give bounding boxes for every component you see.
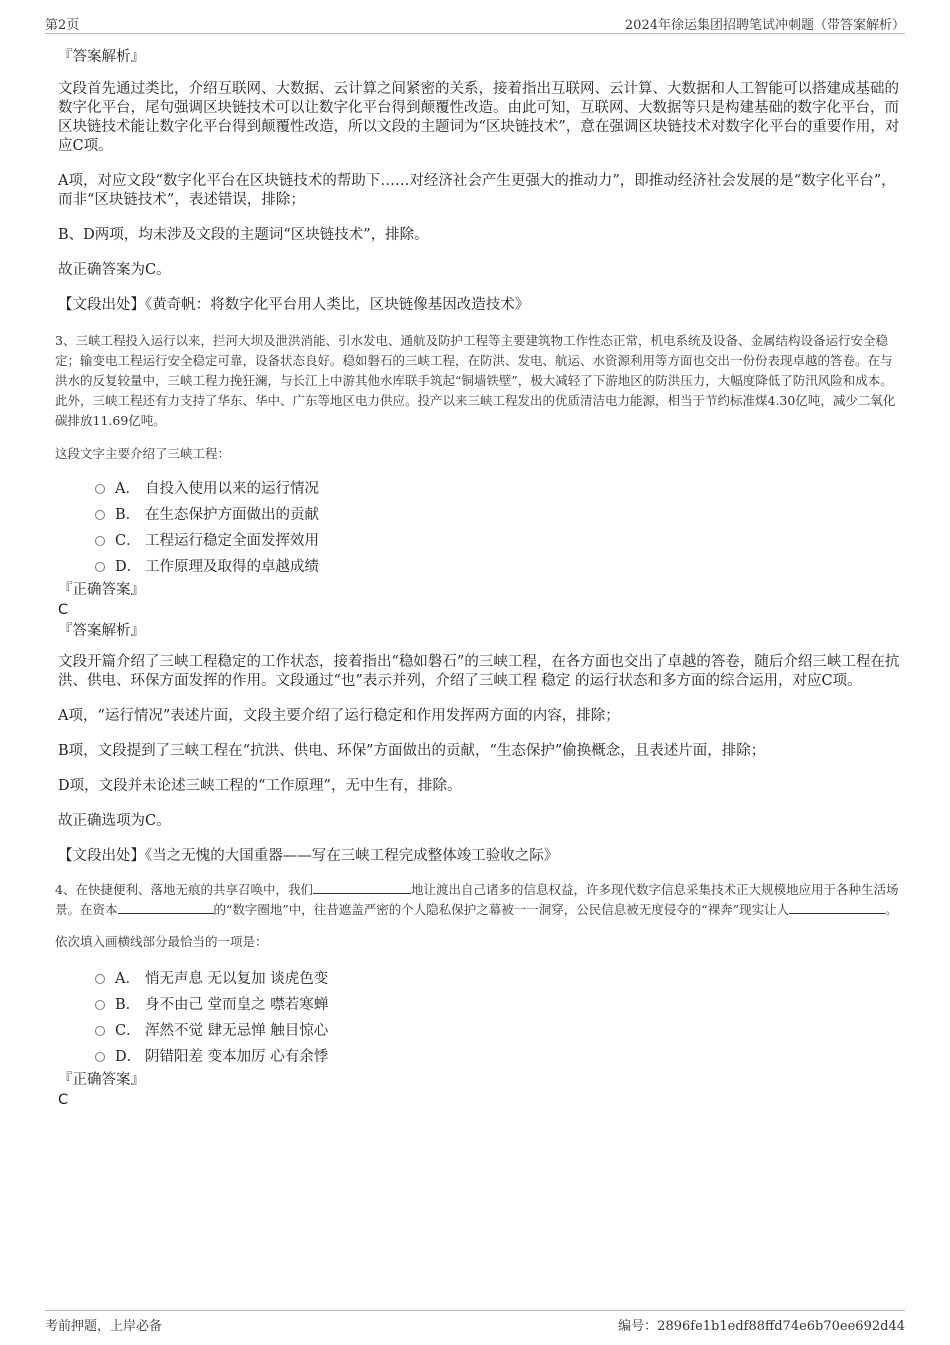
- q4-option-a[interactable]: [95, 964, 900, 990]
- q4-text-part1: 4、在快捷便利、落地无痕的共享召唤中，我们: [55, 882, 313, 897]
- option-text: 工程运行稳定全面发挥效用: [145, 532, 319, 549]
- option-letter: D．: [115, 1048, 142, 1065]
- q4-options: [95, 964, 900, 1068]
- option-text: 自投入使用以来的运行情况: [145, 480, 319, 497]
- footer-slogan: 考前押题，上岸必备: [45, 1319, 163, 1334]
- q3-analysis-p2: A项，“运行情况”表述片面，文段主要介绍了运行稳定和作用发挥两方面的内容，排除；: [58, 708, 620, 724]
- q2-analysis-label: 『答案解析』: [58, 49, 145, 65]
- q3-text: 3、三峡工程投入运行以来，拦河大坝及泄洪消能、引水发电、通航及防护工程等主要建筑物工作性态正常，机电系统及设备、金属结构设备运行安全稳定；输变电工程运行安全稳定可靠，设备状态良好。稳如磐石的三峡工程，在防洪、发电、航运、水资源利用等方面也交出一份份表现卓越的答卷。在与洪水的反复较量中，三峡工程力挽狂澜，与长江上中游其他水库联手筑起“铜墙铁壁”，极大减轻了下游地区的防洪压力，大幅度降低了防汛风险和成本。此外，三峡工程还有力支持了华东、华中、广东等地区电力供应。投产以来三峡工程发出的优质清洁电力能源，相当于节约标准煤4.30亿吨，减少二氧化碳排放11.69亿吨。: [55, 333, 896, 428]
- q3-option-c[interactable]: [95, 526, 900, 552]
- q4-text-part3: 的“数字圈地”中，往昔遮盖严密的个人隐私保护之幕被一一洞穿，公民信息被无度侵夺的“裸奔”现实让人: [213, 902, 790, 917]
- q3-analysis-p4: D项，文段并未论述三峡工程的“工作原理”，无中生有，排除。: [58, 778, 462, 794]
- q2-source: 【文段出处】《黄奇帆：将数字化平台用人类比，区块链像基因改造技术》: [58, 297, 530, 313]
- option-text: 浑然不觉 肆无忌惮 触目惊心: [145, 1022, 329, 1039]
- option-text: 悄无声息 无以复加 谈虎色变: [145, 970, 329, 987]
- q3-options: [95, 474, 900, 578]
- radio-icon[interactable]: [95, 1052, 105, 1062]
- q3-answer-label: 『正确答案』: [58, 582, 145, 598]
- q3-analysis-label: 『答案解析』: [58, 623, 145, 639]
- radio-icon[interactable]: [95, 1000, 105, 1010]
- option-text: 阴错阳差 变本加厉 心有余悸: [145, 1048, 329, 1065]
- q3-option-b[interactable]: [95, 500, 900, 526]
- option-letter: D．: [115, 558, 142, 575]
- document-id: 编号：2896fe1b1edf88ffd74e6b70ee692d44: [618, 1319, 905, 1334]
- q4-option-b[interactable]: [95, 990, 900, 1016]
- q2-analysis-p3: B、D两项，均未涉及文段的主题词“区块链技术”，排除。: [58, 227, 429, 243]
- q3-prompt: 这段文字主要介绍了三峡工程：: [55, 446, 231, 461]
- q4-answer-label: 『正确答案』: [58, 1072, 145, 1088]
- q2-analysis-p2: A项，对应文段“数字化平台在区块链技术的帮助下……对经济社会产生更强大的推动力”，即推动经济社会发展的是“数字化平台”，而非“区块链技术”，表述错误，排除；: [58, 173, 896, 208]
- option-letter: A．: [115, 970, 140, 987]
- q4-text-part2: 地让渡出自己诸多的信息权益，许多现代数字信息采集技术正大规模地应用于各种生活场景。在资本: [55, 882, 899, 917]
- fill-blank-3[interactable]: [789, 902, 885, 914]
- q3-option-a[interactable]: [95, 474, 900, 500]
- page-footer: [45, 1310, 905, 1334]
- q3-analysis-p3: B项，文段提到了三峡工程在“抗洪、供电、环保”方面做出的贡献，“生态保护”偷换概念，且表述片面，排除；: [58, 743, 766, 759]
- q4-option-d[interactable]: [95, 1042, 900, 1068]
- page-header: [45, 14, 905, 34]
- q3-answer: C: [58, 602, 69, 618]
- radio-icon[interactable]: [95, 1026, 105, 1036]
- option-letter: C．: [115, 532, 141, 549]
- radio-icon[interactable]: [95, 974, 105, 984]
- q4-answer: C: [58, 1092, 69, 1108]
- q3-analysis-p5: 故正确选项为C。: [58, 813, 171, 829]
- radio-icon[interactable]: [95, 484, 105, 494]
- option-letter: A．: [115, 480, 140, 497]
- q4-text-part4: 。: [885, 902, 898, 917]
- option-letter: C．: [115, 1022, 141, 1039]
- q2-analysis-p4: 故正确答案为C。: [58, 262, 171, 278]
- option-text: 工作原理及取得的卓越成绩: [145, 558, 319, 575]
- option-text: 在生态保护方面做出的贡献: [145, 506, 319, 523]
- radio-icon[interactable]: [95, 510, 105, 520]
- document-title: 2024年徐运集团招聘笔试冲刺题（带答案解析）: [624, 18, 905, 33]
- option-text: 身不由己 堂而皇之 噤若寒蝉: [145, 996, 329, 1013]
- q3-analysis-p1: 文段开篇介绍了三峡工程稳定的工作状态，接着指出“稳如磐石”的三峡工程，在各方面也交出了卓越的答卷，随后介绍三峡工程在抗洪、供电、环保方面发挥的作用。文段通过“也”表示并列，介绍了三峡工程 稳定 的运行状态和多方面的综合运用，对应C项。: [58, 654, 900, 689]
- q2-analysis-p1: 文段首先通过类比，介绍互联网、大数据、云计算之间紧密的关系，接着指出互联网、云计算、大数据和人工智能可以搭建成基础的数字化平台，尾句强调区块链技术可以让数字化平台得到颠覆性改造。由此可知，互联网、大数据等只是构建基础的数字化平台，而区块链技术能让数字化平台得到颠覆性改造，所以文段的主题词为“区块链技术”，意在强调区块链技术对数字化平台的重要作用，对应C项。: [58, 81, 900, 154]
- page-content: [55, 46, 900, 1110]
- q4-option-c[interactable]: [95, 1016, 900, 1042]
- fill-blank-2[interactable]: [118, 902, 214, 914]
- radio-icon[interactable]: [95, 562, 105, 572]
- fill-blank-1[interactable]: [313, 882, 411, 894]
- q4-prompt: 依次填入画横线部分最恰当的一项是：: [55, 934, 268, 949]
- page-number: 第2页: [45, 18, 80, 33]
- radio-icon[interactable]: [95, 536, 105, 546]
- q3-option-d[interactable]: [95, 552, 900, 578]
- q3-source: 【文段出处】《当之无愧的大国重器——写在三峡工程完成整体竣工验收之际》: [58, 848, 559, 864]
- q4-text: [55, 880, 900, 920]
- option-letter: B．: [115, 506, 141, 523]
- option-letter: B．: [115, 996, 141, 1013]
